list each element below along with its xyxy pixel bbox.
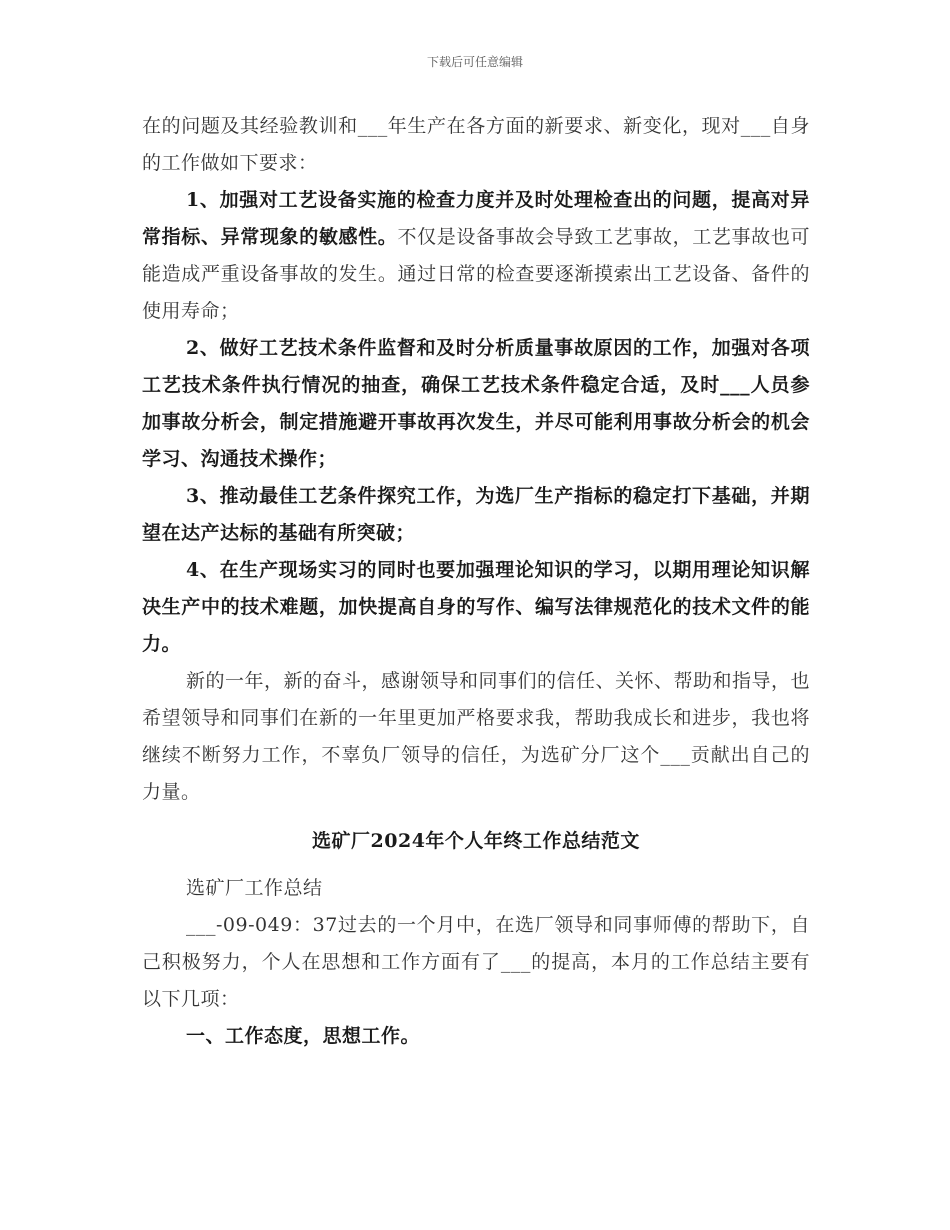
paragraph-closing: 新的一年，新的奋斗，感谢领导和同事们的信任、关怀、帮助和指导，也希望领导和同事们在新的一年里更加严格要求我，帮助我成长和进步，我也将继续不断努力工作，不辜负厂领导的信任，为选矿分厂这个___贡献出自己的力量。	[142, 670, 811, 803]
section-title: 选矿厂2024年个人年终工作总结范文	[312, 830, 640, 852]
document-body	[142, 108, 810, 1055]
paragraph-summary-intro: ___-09-049：37过去的一个月中，在选厂领导和同事师傅的帮助下，自己积极努力，个人在思想和工作方面有了___的提高，本月的工作总结主要有以下几项：	[142, 914, 810, 1010]
item-1-normal-text: 不仅是设备事故会导致工艺事故，工艺事故也可能造成严重设备事故的发生。通过日常的检查要逐渐摸索出工艺设备、备件的使用寿命；	[142, 226, 810, 322]
paragraph-intro: 在的问题及其经验教训和___年生产在各方面的新要求、新变化，现对___自身的工作做如下要求：	[142, 115, 810, 174]
paragraph-item-4: 4、在生产现场实习的同时也要加强理论知识的学习，以期用理论知识解决生产中的技术难题，加快提高自身的写作、编写法律规范化的技术文件的能力。	[142, 559, 810, 655]
section-heading-1: 一、工作态度，思想工作。	[186, 1025, 421, 1047]
paragraph-item-1	[142, 182, 810, 330]
paragraph-item-2: 2、做好工艺技术条件监督和及时分析质量事故原因的工作，加强对各项工艺技术条件执行情况的抽查，确保工艺技术条件稳定合适，及时___人员参加事故分析会，制定措施避开事故再次发生，并尽可能利用事故分析会的机会学习、沟通技术操作；	[142, 337, 810, 470]
page-header-note: 下载后可任意编辑	[426, 55, 523, 69]
paragraph-item-3: 3、推动最佳工艺条件探究工作，为选厂生产指标的稳定打下基础，并期望在达产达标的基础有所突破；	[142, 485, 810, 544]
section-subtitle: 选矿厂工作总结	[186, 877, 323, 899]
item-1-bold-text: 1、加强对工艺设备实施的检查力度并及时处理检查出的问题，提高对异常指标、异常现象的敏感性。	[142, 189, 810, 248]
